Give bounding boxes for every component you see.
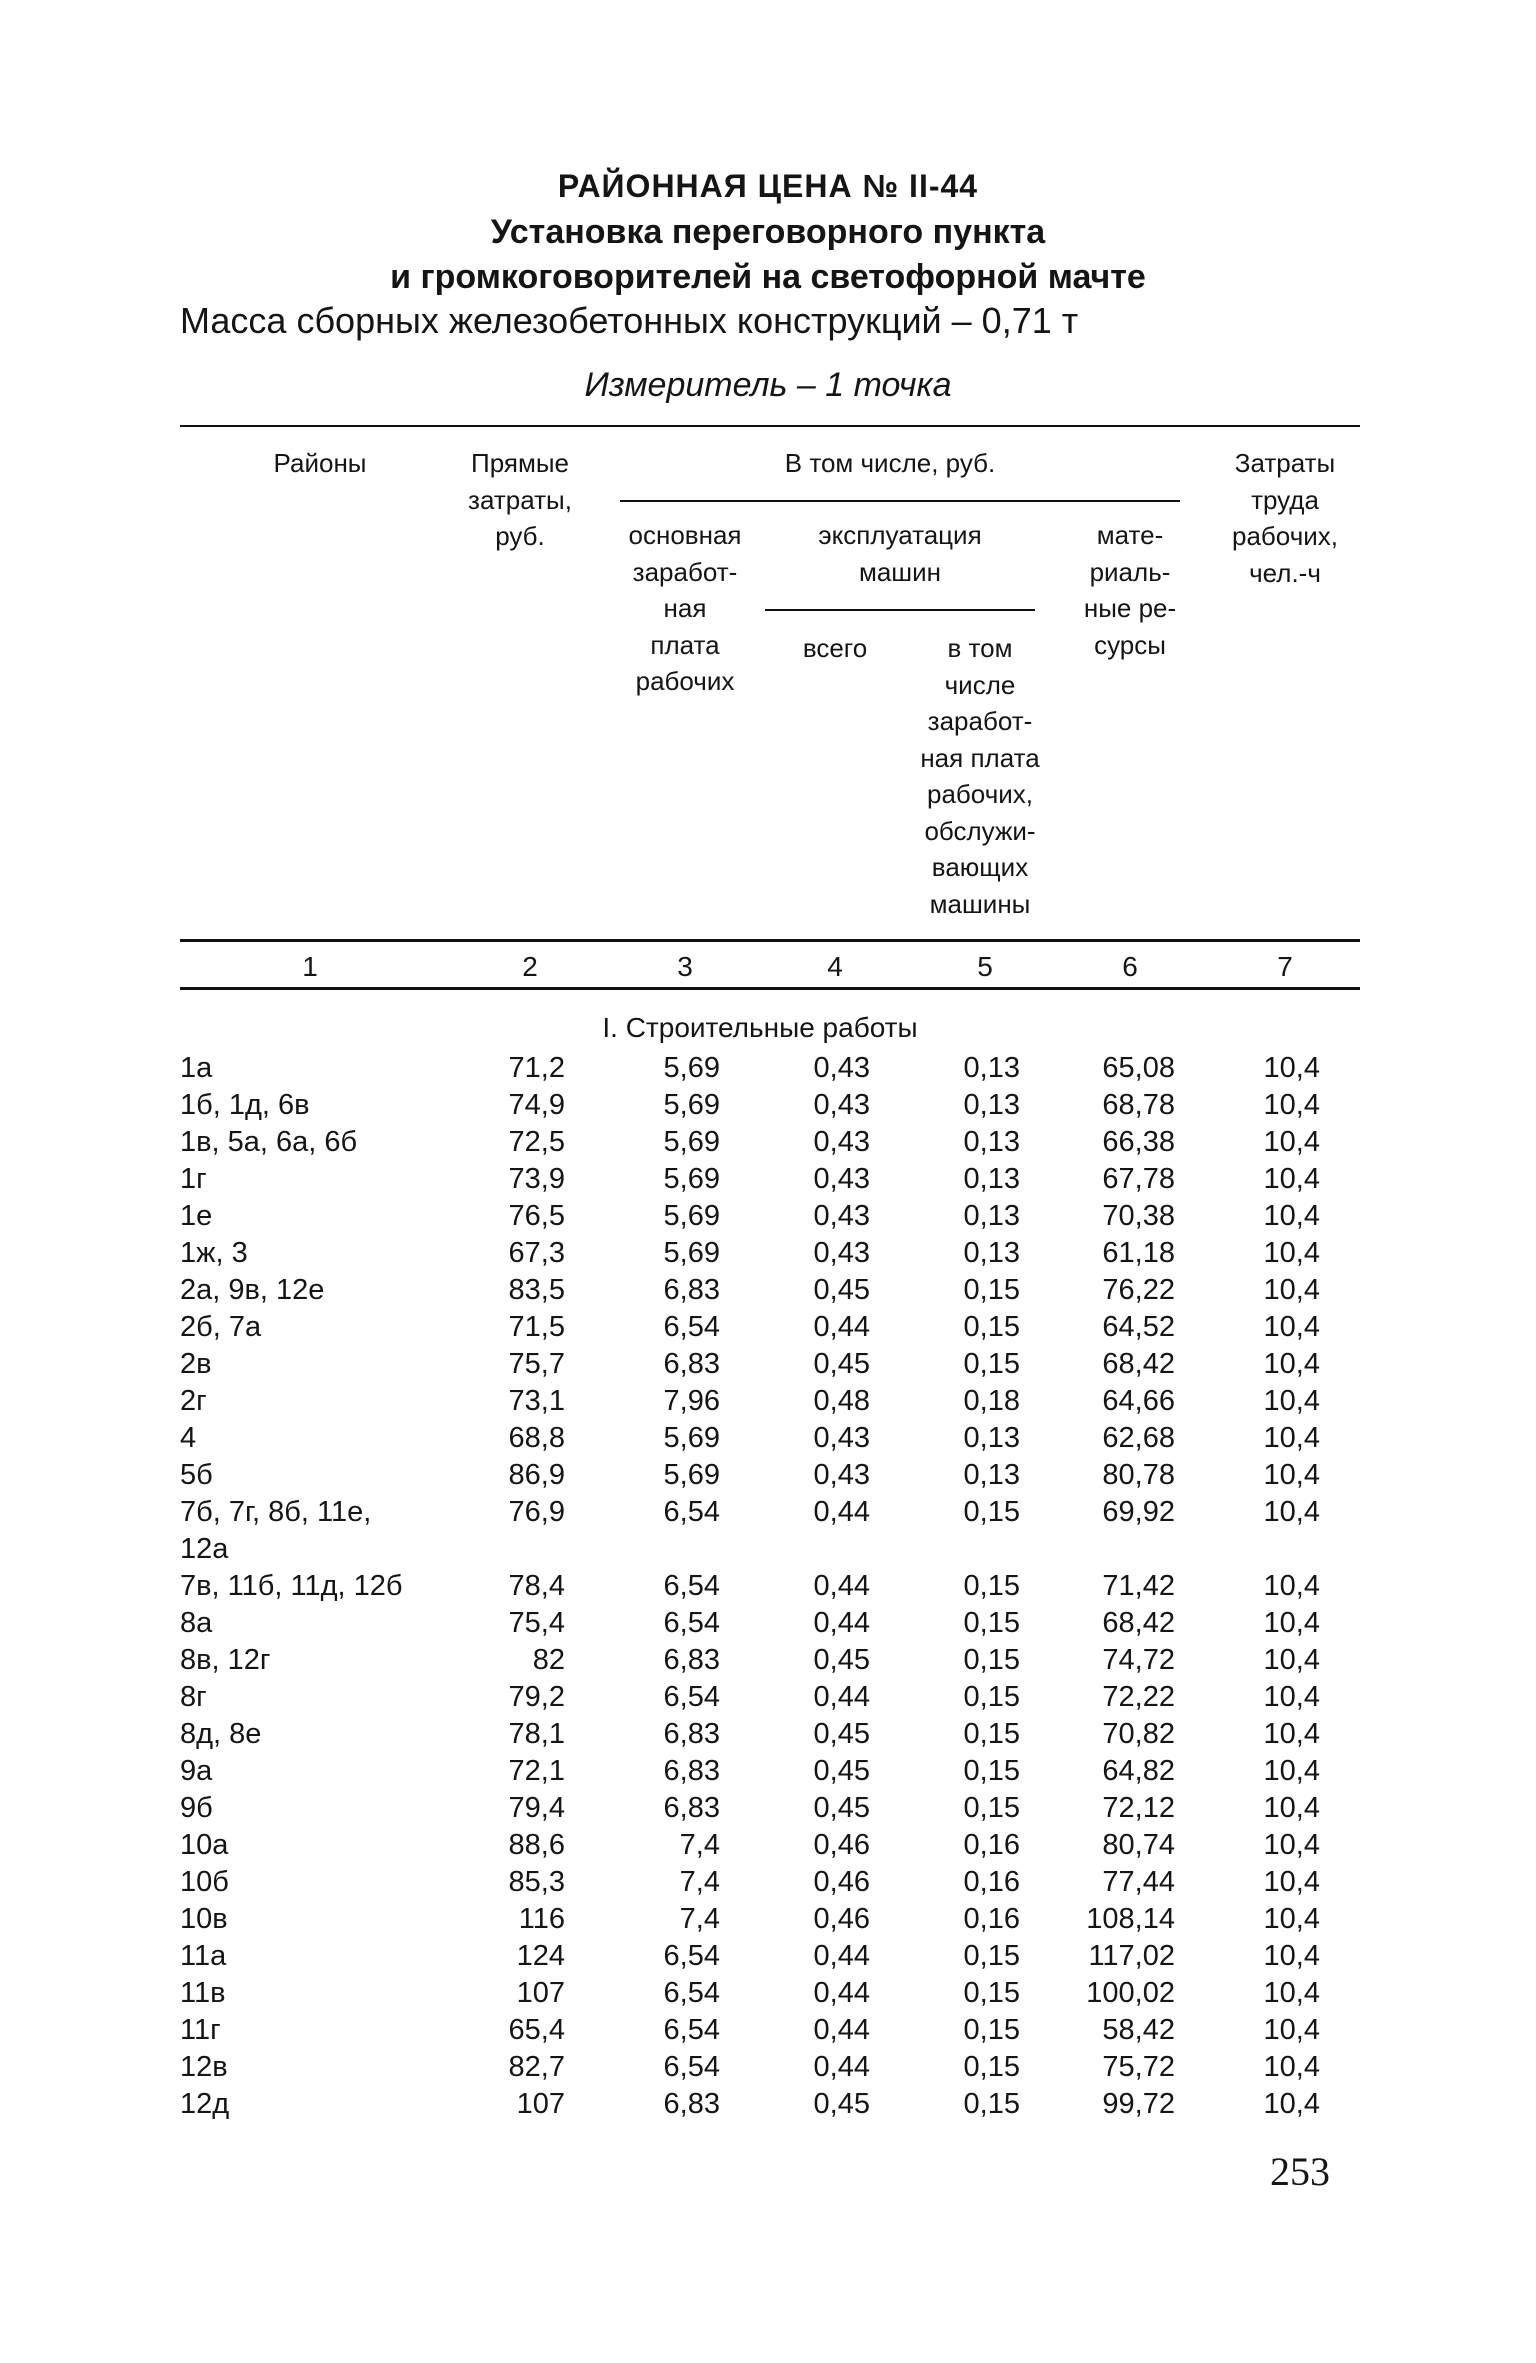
row-region: 10а (180, 1829, 229, 1861)
mass-note: Масса сборных железобетонных конструкций – 0,71 т (180, 300, 1079, 341)
row-region: 12в (180, 2051, 228, 2083)
cell-c5: 0,13 (963, 1237, 1020, 1269)
cell-c3: 5,69 (663, 1163, 720, 1195)
cell-c7: 10,4 (1263, 1940, 1320, 1972)
cell-c2: 107 (516, 2088, 565, 2120)
cell-c2: 124 (516, 1940, 565, 1972)
cell-c4: 0,45 (813, 1644, 870, 1676)
cell-c3: 5,69 (663, 1089, 720, 1121)
row-region: 9а (180, 1755, 213, 1787)
cell-c5: 0,15 (963, 1681, 1020, 1713)
cell-c3: 6,83 (663, 1644, 720, 1676)
cell-c7: 10,4 (1263, 1755, 1320, 1787)
section-title: I. Строительные работы (602, 1012, 918, 1043)
cell-c5: 0,15 (963, 2088, 1020, 2120)
cell-c3: 6,83 (663, 1718, 720, 1750)
cell-c3: 7,4 (679, 1903, 720, 1935)
cell-c2: 116 (518, 1903, 565, 1935)
cell-c2: 82 (532, 1644, 565, 1676)
cell-c3: 6,83 (663, 1755, 720, 1787)
cell-c7: 10,4 (1263, 1496, 1320, 1528)
cell-c2: 85,3 (508, 1866, 565, 1898)
cell-c4: 0,46 (813, 1829, 870, 1861)
cell-c6: 58,42 (1102, 2014, 1175, 2046)
cell-c6: 67,78 (1102, 1163, 1175, 1195)
row-region: 2в (180, 1348, 212, 1380)
row-region: 4 (180, 1422, 197, 1454)
cell-c6: 80,78 (1102, 1459, 1175, 1491)
cell-c7: 10,4 (1263, 1866, 1320, 1898)
cell-c7: 10,4 (1263, 1311, 1320, 1343)
row-region: 11в (180, 1977, 226, 2009)
cell-c2: 73,9 (508, 1163, 565, 1195)
cell-c6: 69,92 (1102, 1496, 1175, 1528)
cell-c3: 6,83 (663, 1274, 720, 1306)
header-machine-total: всего (802, 633, 868, 663)
row-region: 8в, 12г (180, 1644, 271, 1676)
col-number-4: 4 (827, 951, 843, 982)
row-region: 1б, 1д, 6в (180, 1089, 310, 1121)
cell-c5: 0,13 (963, 1126, 1020, 1158)
cell-c3: 6,54 (663, 1940, 720, 1972)
cell-c7: 10,4 (1263, 2014, 1320, 2046)
row-region: 1а (180, 1052, 213, 1084)
header-base-wage: основная заработ- ная плата рабочих (628, 520, 742, 696)
cell-c4: 0,44 (813, 1607, 870, 1639)
cell-c3: 5,69 (663, 1459, 720, 1491)
cell-c4: 0,44 (813, 1311, 870, 1343)
subtitle-line-2: и громкоговорителей на светофорной мачте (390, 258, 1146, 296)
cell-c3: 6,54 (663, 1977, 720, 2009)
cell-c5: 0,15 (963, 1644, 1020, 1676)
cell-c4: 0,43 (813, 1459, 870, 1491)
cell-c3: 7,96 (663, 1385, 720, 1417)
cell-c2: 78,4 (508, 1570, 565, 1602)
cell-c7: 10,4 (1263, 1718, 1320, 1750)
row-region: 2г (180, 1385, 207, 1417)
cell-c6: 65,08 (1102, 1052, 1175, 1084)
cell-c2: 79,4 (508, 1792, 565, 1824)
cell-c5: 0,13 (963, 1089, 1020, 1121)
cell-c5: 0,15 (963, 1496, 1020, 1528)
cell-c6: 64,66 (1102, 1385, 1175, 1417)
cell-c7: 10,4 (1263, 2088, 1320, 2120)
cell-c4: 0,46 (813, 1903, 870, 1935)
row-region: 12д (180, 2088, 230, 2120)
cell-c7: 10,4 (1263, 1385, 1320, 1417)
cell-c5: 0,15 (963, 1348, 1020, 1380)
row-region: 1е (180, 1200, 213, 1232)
cell-c2: 75,4 (508, 1607, 565, 1639)
col-number-2: 2 (522, 951, 538, 982)
cell-c4: 0,43 (813, 1163, 870, 1195)
cell-c5: 0,15 (963, 1940, 1020, 1972)
cell-c4: 0,43 (813, 1052, 870, 1084)
row-region: 8а (180, 1607, 213, 1639)
header-bottom-rule (180, 939, 1360, 942)
header-including: В том числе, руб. (784, 448, 996, 478)
row-region: 2б, 7а (180, 1311, 262, 1343)
cell-c2: 78,1 (508, 1718, 565, 1750)
row-region-continued: 12а (180, 1533, 229, 1565)
cell-c4: 0,43 (813, 1200, 870, 1232)
cell-c6: 68,42 (1102, 1348, 1175, 1380)
cell-c4: 0,44 (813, 1570, 870, 1602)
cell-c7: 10,4 (1263, 1163, 1320, 1195)
cell-c5: 0,15 (963, 1718, 1020, 1750)
cell-c6: 61,18 (1102, 1237, 1175, 1269)
row-region: 7б, 7г, 8б, 11е, (180, 1496, 372, 1528)
cell-c2: 107 (516, 1977, 565, 2009)
row-region: 1в, 5а, 6а, 6б (180, 1126, 358, 1158)
cell-c7: 10,4 (1263, 1644, 1320, 1676)
cell-c3: 6,83 (663, 2088, 720, 2120)
col-number-5: 5 (977, 951, 993, 982)
cell-c3: 5,69 (663, 1200, 720, 1232)
cell-c3: 6,54 (663, 2014, 720, 2046)
row-region: 10в (180, 1903, 228, 1935)
cell-c4: 0,45 (813, 1755, 870, 1787)
cell-c4: 0,43 (813, 1089, 870, 1121)
cell-c2: 79,2 (508, 1681, 565, 1713)
cell-c5: 0,15 (963, 1792, 1020, 1824)
cell-c2: 76,9 (508, 1496, 565, 1528)
cell-c6: 100,02 (1086, 1977, 1175, 2009)
subtitle-line-1: Установка переговорного пункта (490, 213, 1046, 251)
cell-c3: 5,69 (663, 1126, 720, 1158)
cell-c7: 10,4 (1263, 1829, 1320, 1861)
cell-c6: 108,14 (1086, 1903, 1175, 1935)
page-number: 253 (1270, 2149, 1330, 2194)
cell-c6: 74,72 (1102, 1644, 1175, 1676)
including-underline (620, 500, 1180, 502)
cell-c6: 117,02 (1088, 1940, 1175, 1972)
cell-c3: 5,69 (663, 1052, 720, 1084)
cell-c4: 0,45 (813, 1718, 870, 1750)
cell-c6: 71,42 (1102, 1570, 1175, 1602)
cell-c4: 0,44 (813, 2014, 870, 2046)
cell-c5: 0,13 (963, 1052, 1020, 1084)
cell-c7: 10,4 (1263, 1089, 1320, 1121)
row-region: 8д, 8е (180, 1718, 262, 1750)
cell-c5: 0,15 (963, 1570, 1020, 1602)
cell-c4: 0,46 (813, 1866, 870, 1898)
cell-c6: 70,38 (1102, 1200, 1175, 1232)
cell-c6: 68,42 (1102, 1607, 1175, 1639)
cell-c7: 10,4 (1263, 1126, 1320, 1158)
cell-c3: 6,83 (663, 1348, 720, 1380)
cell-c3: 6,83 (663, 1792, 720, 1824)
header-materials: мате- риаль- ные ре- сурсы (1083, 520, 1177, 660)
cell-c3: 5,69 (663, 1422, 720, 1454)
cell-c2: 88,6 (508, 1829, 565, 1861)
cell-c6: 99,72 (1102, 2088, 1175, 2120)
cell-c6: 75,72 (1102, 2051, 1175, 2083)
cell-c2: 75,7 (508, 1348, 565, 1380)
cell-c5: 0,18 (963, 1385, 1020, 1417)
cell-c6: 72,12 (1102, 1792, 1175, 1824)
cell-c5: 0,15 (963, 1977, 1020, 2009)
row-region: 11а (180, 1940, 227, 1972)
cell-c5: 0,15 (963, 2014, 1020, 2046)
cell-c2: 73,1 (508, 1385, 565, 1417)
row-region: 1ж, 3 (180, 1237, 248, 1269)
col-number-1: 1 (302, 951, 318, 982)
cell-c7: 10,4 (1263, 1200, 1320, 1232)
cell-c5: 0,13 (963, 1422, 1020, 1454)
cell-c4: 0,48 (813, 1385, 870, 1417)
header-labor: Затраты труда рабочих, чел.-ч (1232, 448, 1338, 588)
cell-c4: 0,44 (813, 1977, 870, 2009)
cell-c2: 76,5 (508, 1200, 565, 1232)
cell-c3: 6,54 (663, 1496, 720, 1528)
row-region: 2а, 9в, 12е (180, 1274, 325, 1306)
col-number-6: 6 (1122, 951, 1138, 982)
cell-c4: 0,45 (813, 1348, 870, 1380)
cell-c2: 67,3 (508, 1237, 565, 1269)
cell-c4: 0,45 (813, 1274, 870, 1306)
header-incl-wage: в том числе заработ- ная плата рабочих, обслужи- вающих машины (920, 633, 1040, 919)
cell-c7: 10,4 (1263, 1459, 1320, 1491)
row-region: 5б (180, 1459, 213, 1491)
cell-c6: 62,68 (1102, 1422, 1175, 1454)
cell-c7: 10,4 (1263, 1903, 1320, 1935)
cell-c5: 0,15 (963, 1755, 1020, 1787)
cell-c5: 0,15 (963, 1311, 1020, 1343)
cell-c5: 0,13 (963, 1163, 1020, 1195)
cell-c7: 10,4 (1263, 1052, 1320, 1084)
cell-c5: 0,15 (963, 1607, 1020, 1639)
cell-c5: 0,16 (963, 1866, 1020, 1898)
row-region: 10б (180, 1866, 229, 1898)
cell-c7: 10,4 (1263, 1681, 1320, 1713)
cell-c4: 0,45 (813, 2088, 870, 2120)
cell-c7: 10,4 (1263, 2051, 1320, 2083)
cell-c4: 0,43 (813, 1237, 870, 1269)
col-number-7: 7 (1277, 951, 1293, 982)
cell-c4: 0,44 (813, 1940, 870, 1972)
cell-c2: 71,5 (508, 1311, 565, 1343)
row-region: 1г (180, 1163, 207, 1195)
cell-c4: 0,43 (813, 1422, 870, 1454)
header-direct-costs: Прямые затраты, руб. (468, 448, 572, 551)
row-region: 9б (180, 1792, 213, 1824)
cell-c5: 0,15 (963, 2051, 1020, 2083)
cell-c3: 6,54 (663, 2051, 720, 2083)
machine-ops-underline (765, 609, 1035, 611)
cell-c6: 80,74 (1102, 1829, 1175, 1861)
cell-c5: 0,13 (963, 1459, 1020, 1491)
header-machine-ops: эксплуатация машин (818, 520, 982, 587)
cell-c2: 71,2 (508, 1052, 565, 1084)
cell-c6: 66,38 (1102, 1126, 1175, 1158)
cell-c2: 65,4 (508, 2014, 565, 2046)
row-region: 7в, 11б, 11д, 12б (180, 1570, 403, 1602)
col-number-3: 3 (677, 951, 693, 982)
measure-unit: Измеритель – 1 точка (584, 366, 952, 404)
cell-c7: 10,4 (1263, 1274, 1320, 1306)
cell-c2: 72,1 (508, 1755, 565, 1787)
cell-c4: 0,44 (813, 1496, 870, 1528)
cell-c4: 0,45 (813, 1792, 870, 1824)
cell-c3: 7,4 (679, 1866, 720, 1898)
cell-c3: 5,69 (663, 1237, 720, 1269)
cell-c2: 72,5 (508, 1126, 565, 1158)
header-regions: Районы (273, 448, 367, 478)
cell-c3: 6,54 (663, 1311, 720, 1343)
cell-c5: 0,13 (963, 1200, 1020, 1232)
cell-c3: 7,4 (679, 1829, 720, 1861)
row-region: 11г (180, 2014, 221, 2046)
cell-c6: 68,78 (1102, 1089, 1175, 1121)
cell-c7: 10,4 (1263, 1792, 1320, 1824)
cell-c2: 82,7 (508, 2051, 565, 2083)
cell-c7: 10,4 (1263, 1422, 1320, 1454)
price-title: РАЙОННАЯ ЦЕНА № II-44 (557, 168, 979, 204)
cell-c7: 10,4 (1263, 1607, 1320, 1639)
table-top-rule (180, 425, 1360, 427)
cell-c3: 6,54 (663, 1681, 720, 1713)
cell-c7: 10,4 (1263, 1977, 1320, 2009)
cell-c2: 86,9 (508, 1459, 565, 1491)
cell-c6: 76,22 (1102, 1274, 1175, 1306)
cell-c6: 64,82 (1102, 1755, 1175, 1787)
cell-c3: 6,54 (663, 1570, 720, 1602)
cell-c5: 0,16 (963, 1829, 1020, 1861)
cell-c7: 10,4 (1263, 1237, 1320, 1269)
cell-c2: 74,9 (508, 1089, 565, 1121)
cell-c6: 77,44 (1102, 1866, 1175, 1898)
cell-c6: 64,52 (1102, 1311, 1175, 1343)
cell-c6: 70,82 (1102, 1718, 1175, 1750)
cell-c5: 0,16 (963, 1903, 1020, 1935)
cell-c6: 72,22 (1102, 1681, 1175, 1713)
cell-c7: 10,4 (1263, 1570, 1320, 1602)
cell-c2: 83,5 (508, 1274, 565, 1306)
cell-c4: 0,44 (813, 2051, 870, 2083)
cell-c5: 0,15 (963, 1274, 1020, 1306)
cell-c4: 0,43 (813, 1126, 870, 1158)
col-numbers-bottom-rule (180, 987, 1360, 990)
row-region: 8г (180, 1681, 207, 1713)
cell-c4: 0,44 (813, 1681, 870, 1713)
cell-c2: 68,8 (508, 1422, 565, 1454)
cell-c3: 6,54 (663, 1607, 720, 1639)
cell-c7: 10,4 (1263, 1348, 1320, 1380)
